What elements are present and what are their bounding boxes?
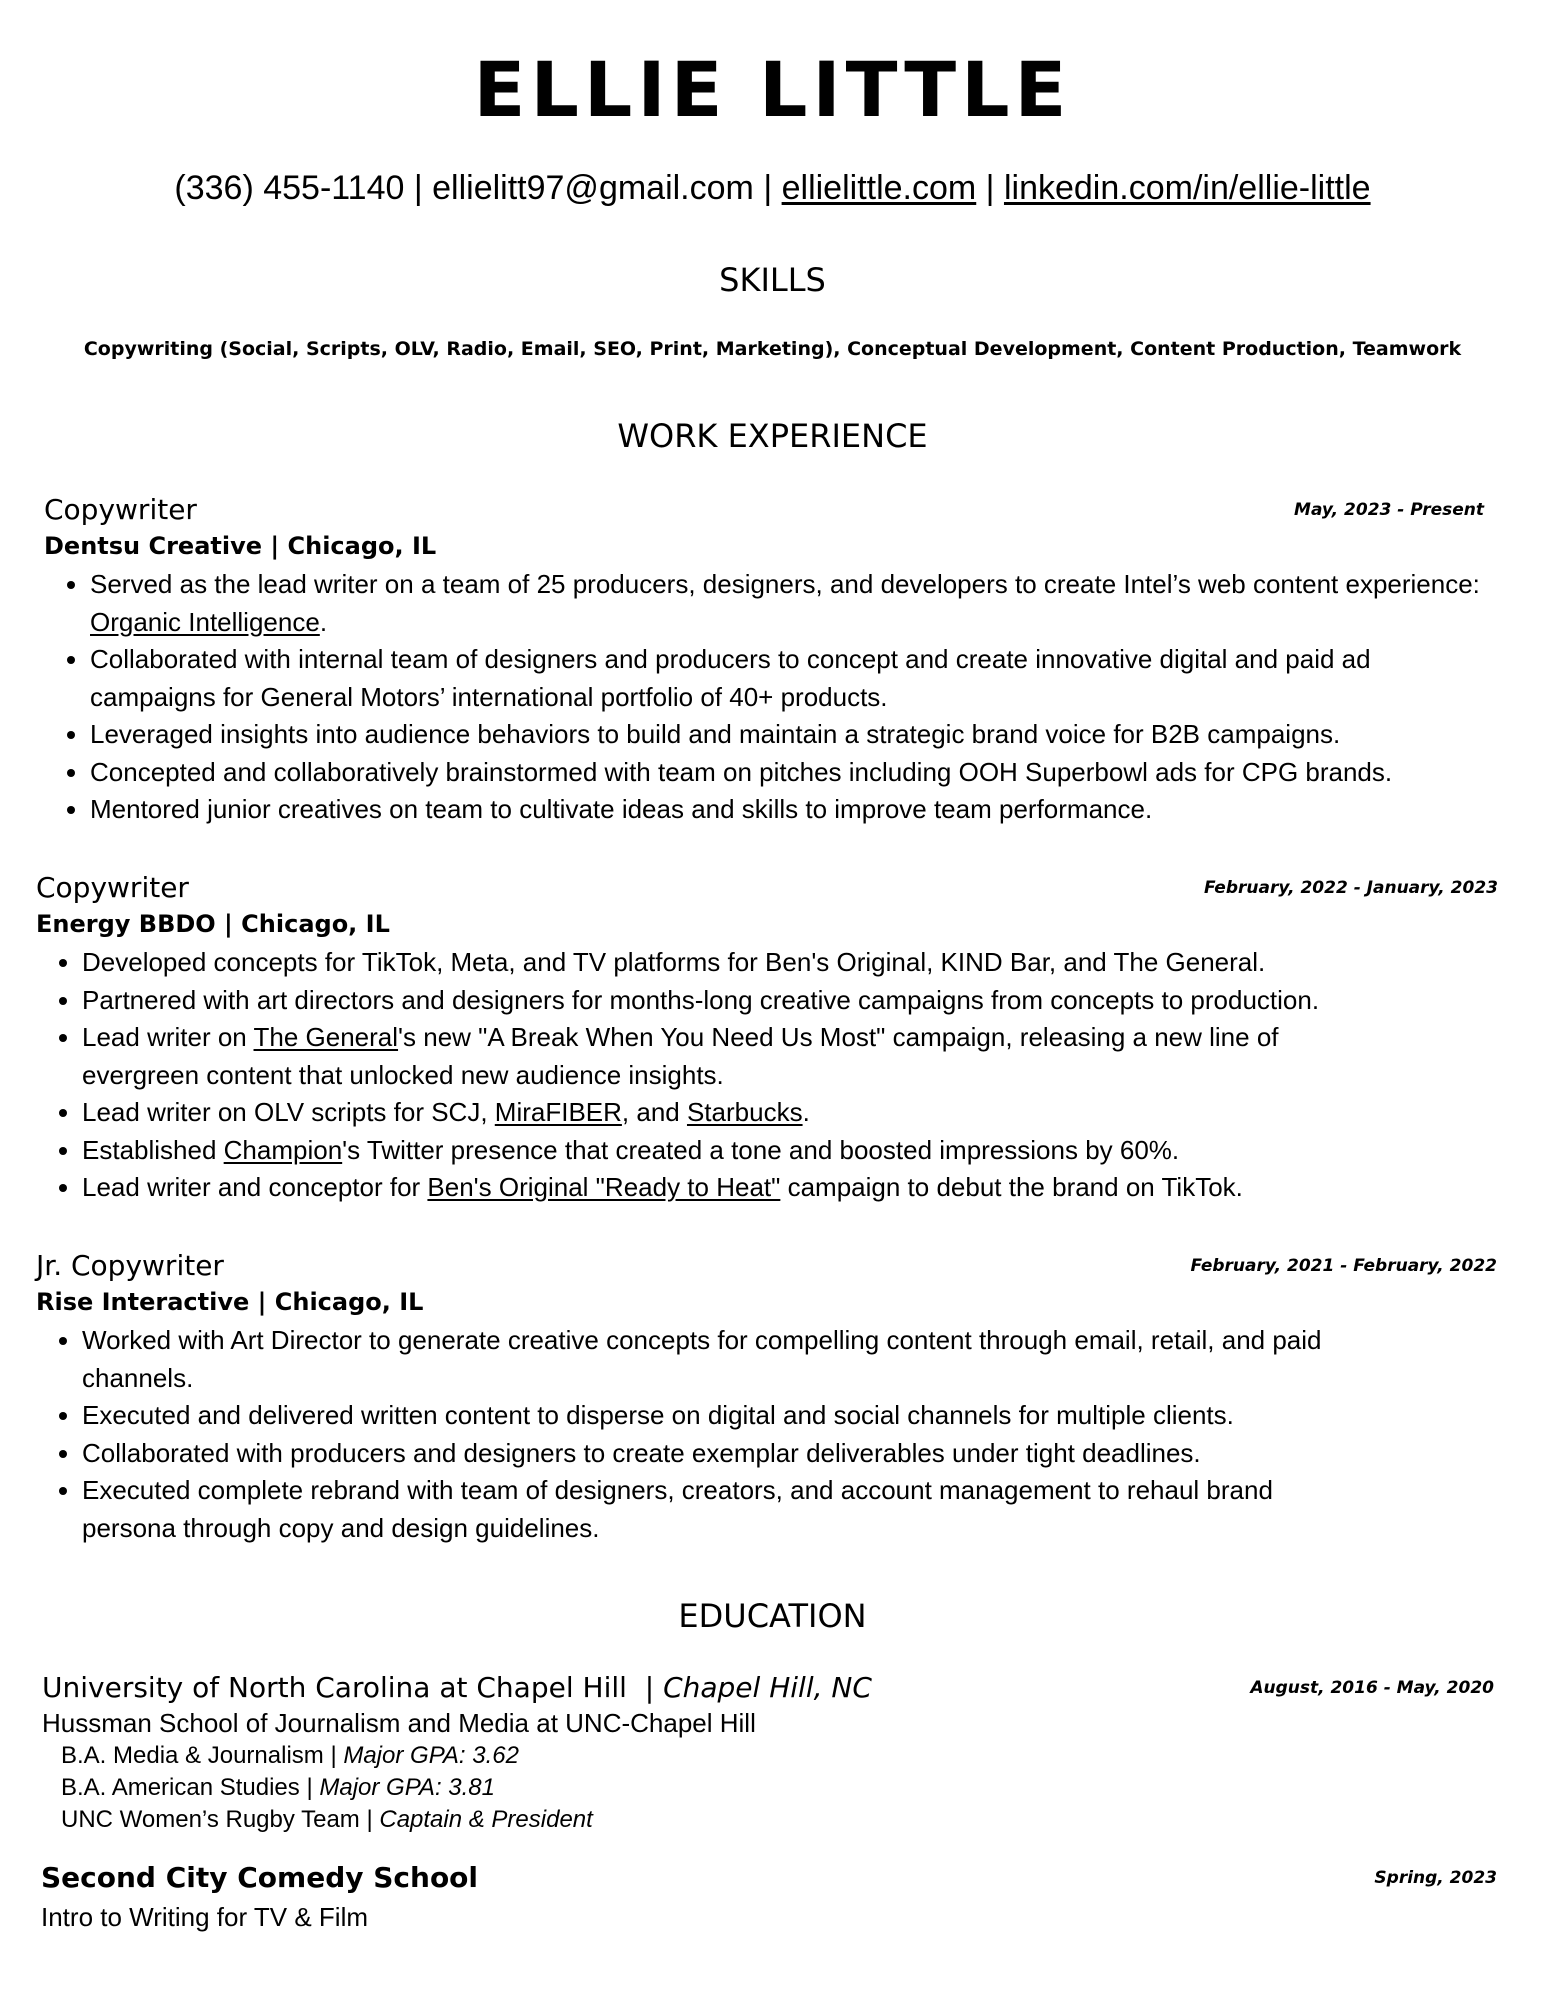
education-heading: EDUCATION <box>678 1597 867 1635</box>
champion-link[interactable]: Champion <box>223 1134 343 1165</box>
contact-line <box>0 168 1545 209</box>
separator: | <box>404 169 433 207</box>
education-dates: August, 2016 - May, 2020 <box>1250 1678 1494 1698</box>
degree-line <box>42 1772 1494 1804</box>
phone: (336) 455-1140 <box>174 169 405 207</box>
bens-original-link[interactable]: Ben's Original "Ready to Heat" <box>427 1172 781 1202</box>
education-entry-second-city <box>41 1860 1497 1934</box>
activity-text: UNC Women’s Rugby Team | <box>61 1806 380 1833</box>
degree-gpa: Major GPA: 3.81 <box>319 1774 495 1801</box>
job-dates: February, 2022 - January, 2023 <box>1204 878 1498 898</box>
job-company: Dentsu Creative | Chicago, IL <box>44 532 437 560</box>
education-dates: Spring, 2023 <box>1374 1868 1497 1888</box>
job-title: Copywriter <box>44 493 197 526</box>
job-dates: February, 2021 - February, 2022 <box>1190 1256 1497 1276</box>
job-bullets <box>44 566 1484 829</box>
bullet-text: Lead writer and conceptor for <box>82 1172 428 1202</box>
separator: | <box>753 169 782 207</box>
job-entry-rise-interactive <box>36 1248 1497 1547</box>
bullet-text: Served as the lead writer on a team of 25 producers, designers, and developers to create Intel’s web content experience: <box>90 569 1480 599</box>
bullet-item: • Executed complete rebrand with team of designers, creators, and account management to rehaul brand persona through copy and design guidelines. <box>82 1472 1347 1547</box>
skills-heading: SKILLS <box>719 261 826 299</box>
bullet-text: campaign to debut the brand on TikTok. <box>780 1172 1243 1202</box>
job-company: Rise Interactive | Chicago, IL <box>36 1288 424 1316</box>
job-bullets <box>36 1322 1497 1547</box>
degree-text: B.A. American Studies | <box>61 1774 320 1801</box>
starbucks-link[interactable]: Starbucks <box>686 1097 803 1127</box>
school-title: University of North Carolina at Chapel Hill <box>42 1671 627 1704</box>
separator: | <box>976 169 1004 207</box>
degree-gpa: Major GPA: 3.62 <box>343 1742 519 1769</box>
bullet-text: . <box>802 1097 810 1127</box>
bullet-item: • Collaborated with internal team of designers and producers to concept and create innovative digital and paid ad campaigns for General Motors’ international portfolio of 40+ products. <box>90 641 1484 716</box>
bullet-item <box>82 1169 1498 1207</box>
bullet-text: Lead writer on OLV scripts for SCJ, <box>82 1097 495 1127</box>
the-general-link[interactable]: The General <box>253 1022 399 1052</box>
bullet-item: • Leveraged insights into audience behaviors to build and maintain a strategic brand voice for B2B campaigns. <box>90 716 1484 754</box>
job-bullets <box>36 944 1498 1207</box>
job-company: Energy BBDO | Chicago, IL <box>36 910 390 938</box>
job-entry-dentsu <box>44 492 1484 829</box>
bullet-text: 's new "A Break When You Need Us Most" campaign, releasing a new line of evergreen content that unlocked new audience insights. <box>82 1022 1279 1090</box>
bullet-text: . <box>319 606 328 637</box>
degree-line <box>42 1740 1494 1772</box>
activity-line <box>42 1804 1494 1836</box>
bullet-item: • Executed and delivered written content to disperse on digital and social channels for multiple clients. <box>82 1397 1347 1435</box>
bullet-item: • Mentored junior creatives on team to cultivate ideas and skills to improve team performance. <box>90 791 1484 829</box>
organic-intelligence-link[interactable]: Organic Intelligence <box>90 606 320 637</box>
bullet-item <box>90 566 1484 641</box>
school-name: Second City Comedy School <box>41 1861 479 1894</box>
bullet-item <box>82 1132 1498 1170</box>
school-subtitle: Intro to Writing for TV & Film <box>41 1902 369 1932</box>
work-experience-heading: WORK EXPERIENCE <box>617 417 928 455</box>
bullet-item <box>82 1019 1498 1094</box>
degree-text: B.A. Media & Journalism | <box>61 1742 344 1769</box>
candidate-name: ELLIE LITTLE <box>473 45 1072 134</box>
bullet-text: Lead writer on <box>82 1022 254 1052</box>
bullet-text: 's Twitter presence that created a tone and boosted impressions by 60%. <box>342 1134 1180 1165</box>
bullet-item <box>82 1094 1498 1132</box>
job-dates: May, 2023 - Present <box>1294 500 1484 520</box>
skills-list: Copywriting (Social, Scripts, OLV, Radio, Email, SEO, Print, Marketing), Conceptual Development, Content Production, Teamwork <box>83 338 1462 360</box>
job-title: Copywriter <box>36 871 189 904</box>
school-subtitle: Hussman School of Journalism and Media at UNC-Chapel Hill <box>42 1708 756 1738</box>
bullet-text: Established <box>82 1134 224 1165</box>
bullet-item: • Worked with Art Director to generate creative concepts for compelling content through email, retail, and paid channels. <box>82 1322 1347 1397</box>
bullet-item: • Partnered with art directors and designers for months-long creative campaigns from concepts to production. <box>82 982 1498 1020</box>
linkedin-link[interactable]: linkedin.com/in/ellie-little <box>1003 169 1371 207</box>
bullet-text: , and <box>621 1097 687 1127</box>
bullet-item: • Concepted and collaboratively brainstormed with team on pitches including OOH Superbowl ads for CPG brands. <box>90 754 1484 792</box>
website-link[interactable]: ellielittle.com <box>781 169 977 207</box>
job-title: Jr. Copywriter <box>36 1249 224 1282</box>
job-entry-energy-bbdo <box>36 870 1498 1207</box>
school-location: | Chapel Hill, NC <box>644 1671 872 1704</box>
activity-role: Captain & President <box>379 1806 593 1833</box>
email: ellielitt97@gmail.com <box>432 169 754 207</box>
bullet-item: • Developed concepts for TikTok, Meta, and TV platforms for Ben's Original, KIND Bar, and The General. <box>82 944 1498 982</box>
mirafiber-link[interactable]: MiraFIBER <box>494 1097 622 1127</box>
bullet-item: • Collaborated with producers and designers to create exemplar deliverables under tight deadlines. <box>82 1435 1347 1473</box>
education-entry-unc <box>42 1670 1494 1836</box>
